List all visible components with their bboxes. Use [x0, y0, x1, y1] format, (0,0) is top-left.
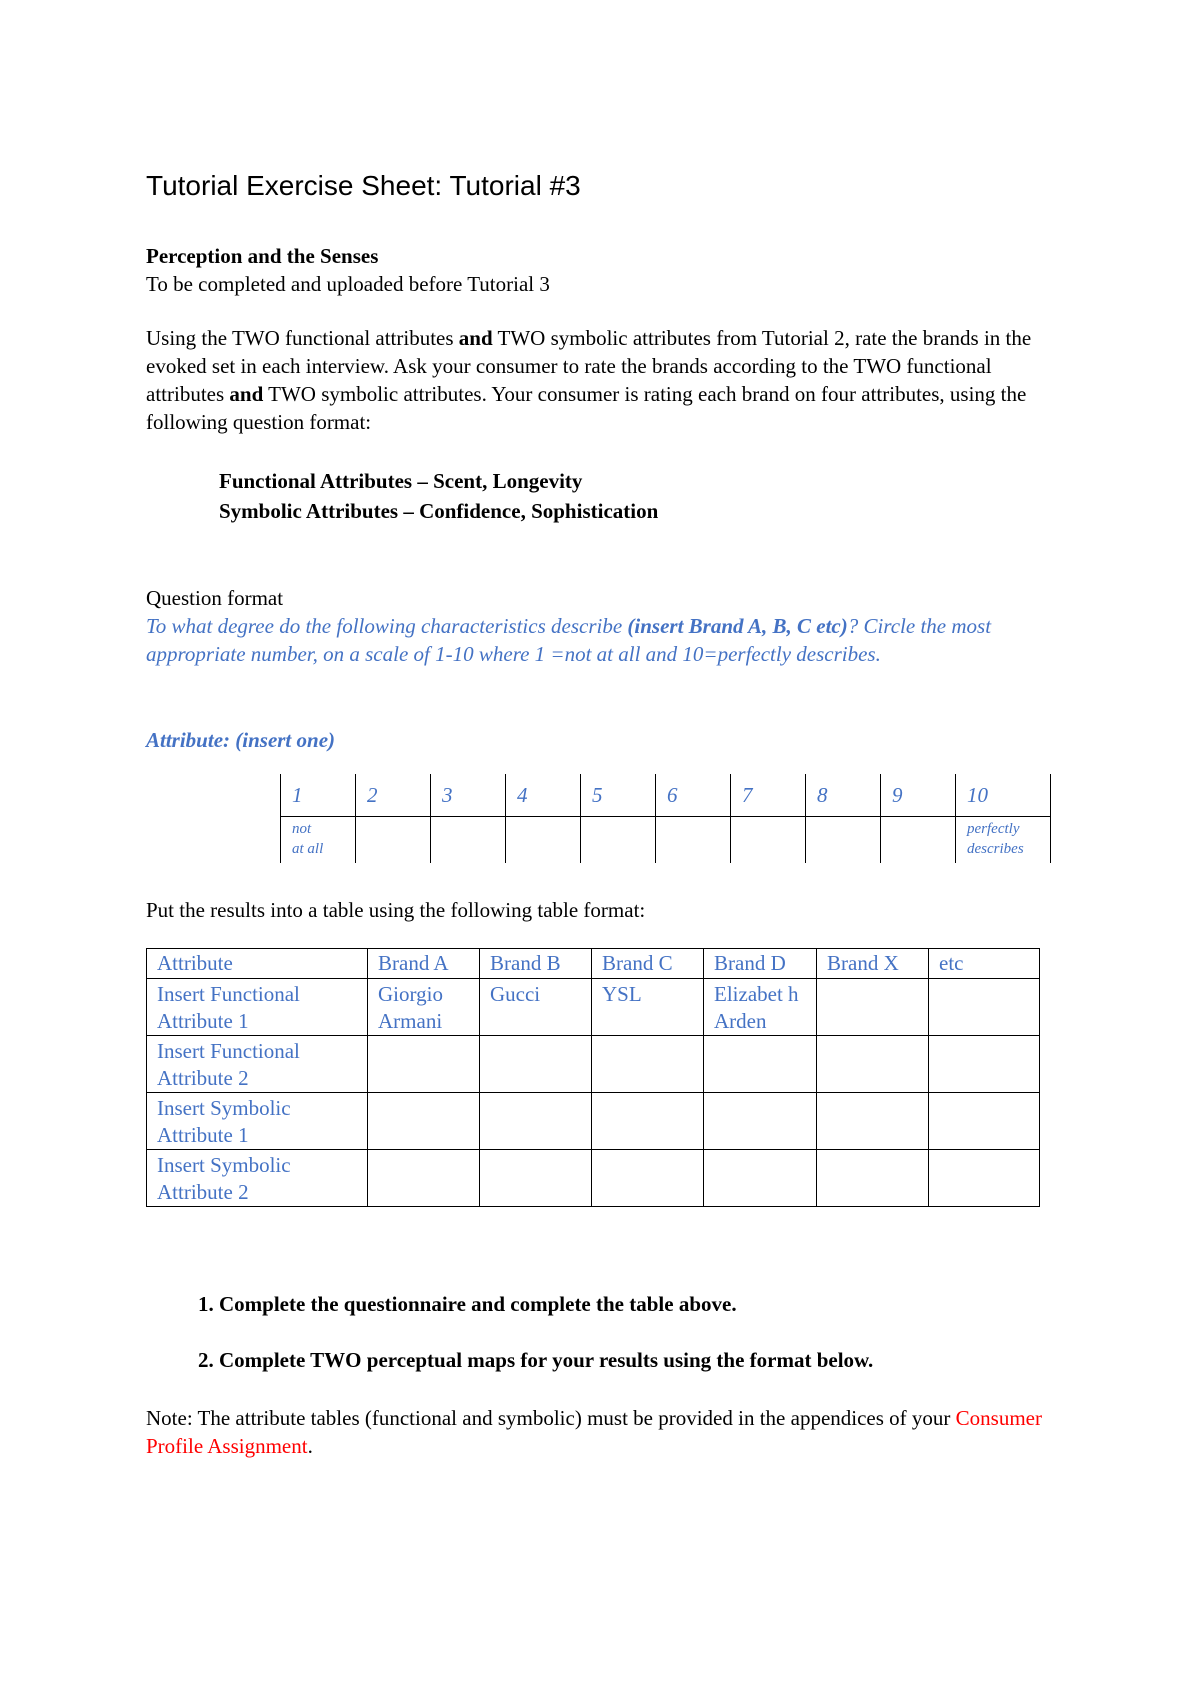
table-instruction: Put the results into a table using the following table format: [146, 898, 646, 922]
scale-cell-5: 5 [581, 774, 656, 817]
table-cell [817, 1093, 929, 1150]
table-cell: Insert Functional Attribute 1 [147, 979, 368, 1036]
question-text [146, 612, 1066, 668]
intro-and-2: and [229, 382, 264, 406]
table-cell: Insert Functional Attribute 2 [147, 1036, 368, 1093]
intro-text-3: TWO symbolic attributes. Your consumer is rating each brand on four attributes, using the following question format: [146, 382, 1027, 434]
intro-paragraph [146, 324, 1066, 436]
scale-cell-4: 4 [506, 774, 581, 817]
table-cell: YSL [592, 979, 704, 1036]
scale-cell-9: 9 [881, 774, 956, 817]
scale-empty-cell [356, 817, 431, 864]
intro-and-1: and [458, 326, 493, 350]
attribute-placeholder: Attribute: (insert one) [146, 728, 336, 752]
table-cell: Gucci [480, 979, 592, 1036]
scale-high-label-2: describes [967, 841, 1024, 857]
scale-cell-2: 2 [356, 774, 431, 817]
table-cell [592, 1036, 704, 1093]
table-cell [817, 1036, 929, 1093]
page-title: Tutorial Exercise Sheet: Tutorial #3 [146, 170, 581, 201]
note-paragraph [146, 1404, 1066, 1460]
table-cell [368, 1036, 480, 1093]
table-row [147, 1036, 1040, 1093]
table-cell [929, 1150, 1040, 1207]
table-header-cell: Brand C [592, 949, 704, 979]
question-brand-placeholder: (insert Brand A, B, C etc) [627, 614, 848, 638]
scale-empty-cell [656, 817, 731, 864]
results-table [146, 948, 1040, 1207]
table-header-cell: Brand B [480, 949, 592, 979]
scale-high-label [956, 817, 1051, 864]
table-cell [929, 1036, 1040, 1093]
scale-empty-cell [806, 817, 881, 864]
table-cell: Elizabet h Arden [704, 979, 817, 1036]
scale-cell-6: 6 [656, 774, 731, 817]
table-cell [480, 1150, 592, 1207]
scale-cell-7: 7 [731, 774, 806, 817]
intro-text-1: Using the TWO functional attributes [146, 326, 459, 350]
note-text: Note: The attribute tables (functional and symbolic) must be provided in the appendices of your [146, 1406, 956, 1430]
note-end: . [307, 1434, 313, 1458]
table-header-cell: Attribute [147, 949, 368, 979]
intro-text-2: TWO symbolic attributes from Tutorial 2, rate the brands in the evoked set in each interview. Ask your consumer to rate the brands according to the TWO functional attributes [146, 326, 1032, 406]
task-item: 2. Complete TWO perceptual maps for your results using the format below. [219, 1346, 873, 1374]
scale-cell-3: 3 [431, 774, 506, 817]
scale-number-row [281, 774, 1051, 817]
scale-cell-10: 10 [956, 774, 1051, 817]
table-cell [704, 1093, 817, 1150]
question-text-2: ? Circle the most appropriate number, on a scale of 1-10 where 1 =not at all and 10=perfectly describes. [146, 614, 992, 666]
table-cell [368, 1093, 480, 1150]
table-cell: Insert Symbolic Attribute 2 [147, 1150, 368, 1207]
table-cell [929, 1093, 1040, 1150]
scale-low-label-1: not [292, 821, 312, 837]
table-header-cell: Brand D [704, 949, 817, 979]
table-header-cell: Brand X [817, 949, 929, 979]
symbolic-attributes: Symbolic Attributes – Confidence, Sophistication [219, 499, 659, 523]
table-cell [704, 1150, 817, 1207]
table-header-cell: Brand A [368, 949, 480, 979]
section-heading: Perception and the Senses [146, 244, 379, 268]
rating-scale-table [280, 774, 1051, 863]
table-cell [480, 1093, 592, 1150]
functional-attributes: Functional Attributes – Scent, Longevity [219, 469, 583, 493]
table-header-row [147, 949, 1040, 979]
table-header-cell: etc [929, 949, 1040, 979]
table-row [147, 1150, 1040, 1207]
scale-empty-cell [581, 817, 656, 864]
scale-high-label-1: perfectly [967, 821, 1020, 837]
scale-empty-cell [506, 817, 581, 864]
scale-empty-cell [731, 817, 806, 864]
table-cell: Giorgio Armani [368, 979, 480, 1036]
assignment-link: Consumer Profile Assignment [146, 1406, 1042, 1458]
scale-cell-1: 1 [281, 774, 356, 817]
attribute-list [219, 466, 658, 526]
table-cell [480, 1036, 592, 1093]
table-cell [817, 1150, 929, 1207]
table-cell: Insert Symbolic Attribute 1 [147, 1093, 368, 1150]
scale-empty-cell [881, 817, 956, 864]
question-text-1: To what degree do the following characteristics describe [146, 614, 628, 638]
task-list [146, 1290, 873, 1402]
scale-low-label-2: at all [292, 841, 324, 857]
table-row [147, 1093, 1040, 1150]
table-cell [817, 979, 929, 1036]
table-cell [592, 1150, 704, 1207]
due-note: To be completed and uploaded before Tutorial 3 [146, 272, 550, 296]
table-cell [929, 979, 1040, 1036]
table-cell [704, 1036, 817, 1093]
table-row [147, 979, 1040, 1036]
scale-cell-8: 8 [806, 774, 881, 817]
table-cell [368, 1150, 480, 1207]
task-item: 1. Complete the questionnaire and complete the table above. [219, 1290, 873, 1318]
scale-low-label [281, 817, 356, 864]
question-format-label: Question format [146, 586, 284, 610]
scale-label-row [281, 817, 1051, 864]
table-cell [592, 1093, 704, 1150]
scale-empty-cell [431, 817, 506, 864]
